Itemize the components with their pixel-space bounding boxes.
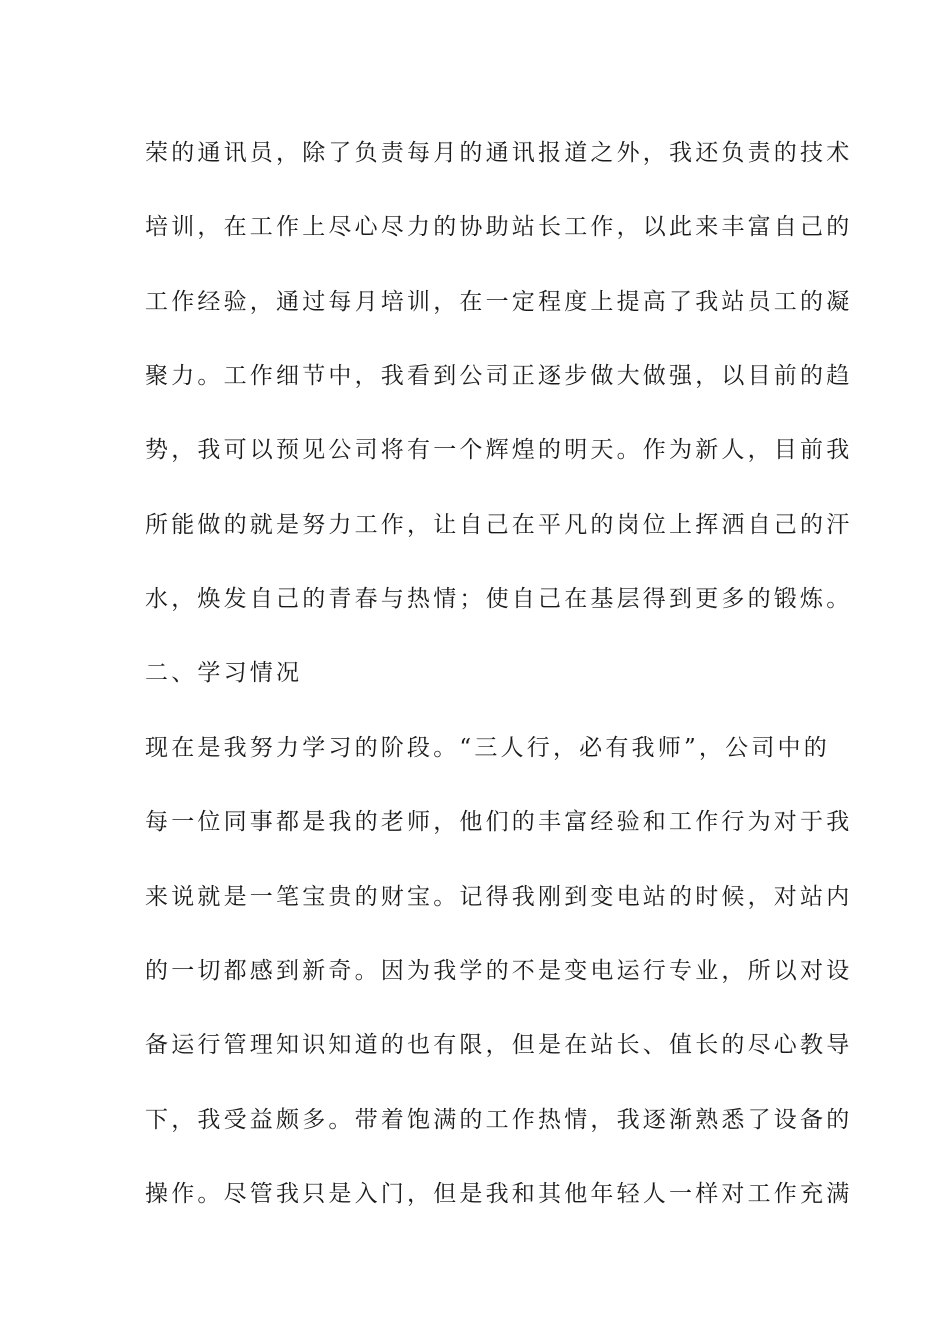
paragraph-line: 来说就是一笔宝贵的财宝。记得我刚到变电站的时候，对站内: [145, 884, 853, 910]
paragraph-line: 工作经验，通过每月培训，在一定程度上提高了我站员工的凝: [145, 289, 853, 315]
paragraph-line: 备运行管理知识知道的也有限，但是在站长、值长的尽心教导: [145, 1032, 853, 1058]
paragraph-line: 下，我受益颇多。带着饱满的工作热情，我逐渐熟悉了设备的: [145, 1107, 853, 1133]
paragraph-line: 势，我可以预见公司将有一个辉煌的明天。作为新人，目前我: [145, 437, 853, 463]
paragraph-line: 所能做的就是努力工作，让自己在平凡的岗位上挥洒自己的汗: [145, 512, 853, 538]
paragraph-line: 操作。尽管我只是入门，但是我和其他年轻人一样对工作充满: [145, 1181, 853, 1207]
paragraph-line: 每一位同事都是我的老师，他们的丰富经验和工作行为对于我: [145, 809, 853, 835]
paragraph-line: 水，焕发自己的青春与热情；使自己在基层得到更多的锻炼。: [145, 586, 853, 612]
paragraph-line: 聚力。工作细节中，我看到公司正逐步做大做强，以目前的趋: [145, 363, 853, 389]
section-heading: 二、学习情况: [145, 660, 303, 686]
paragraph-line: 的一切都感到新奇。因为我学的不是变电运行专业，所以对设: [145, 958, 853, 984]
paragraph-line: 荣的通讯员，除了负责每月的通讯报道之外，我还负责的技术: [145, 140, 853, 166]
paragraph-line: 培训，在工作上尽心尽力的协助站长工作，以此来丰富自己的: [145, 214, 853, 240]
paragraph-line: 现在是我努力学习的阶段。“三人行，必有我师”，公司中的: [145, 735, 830, 761]
